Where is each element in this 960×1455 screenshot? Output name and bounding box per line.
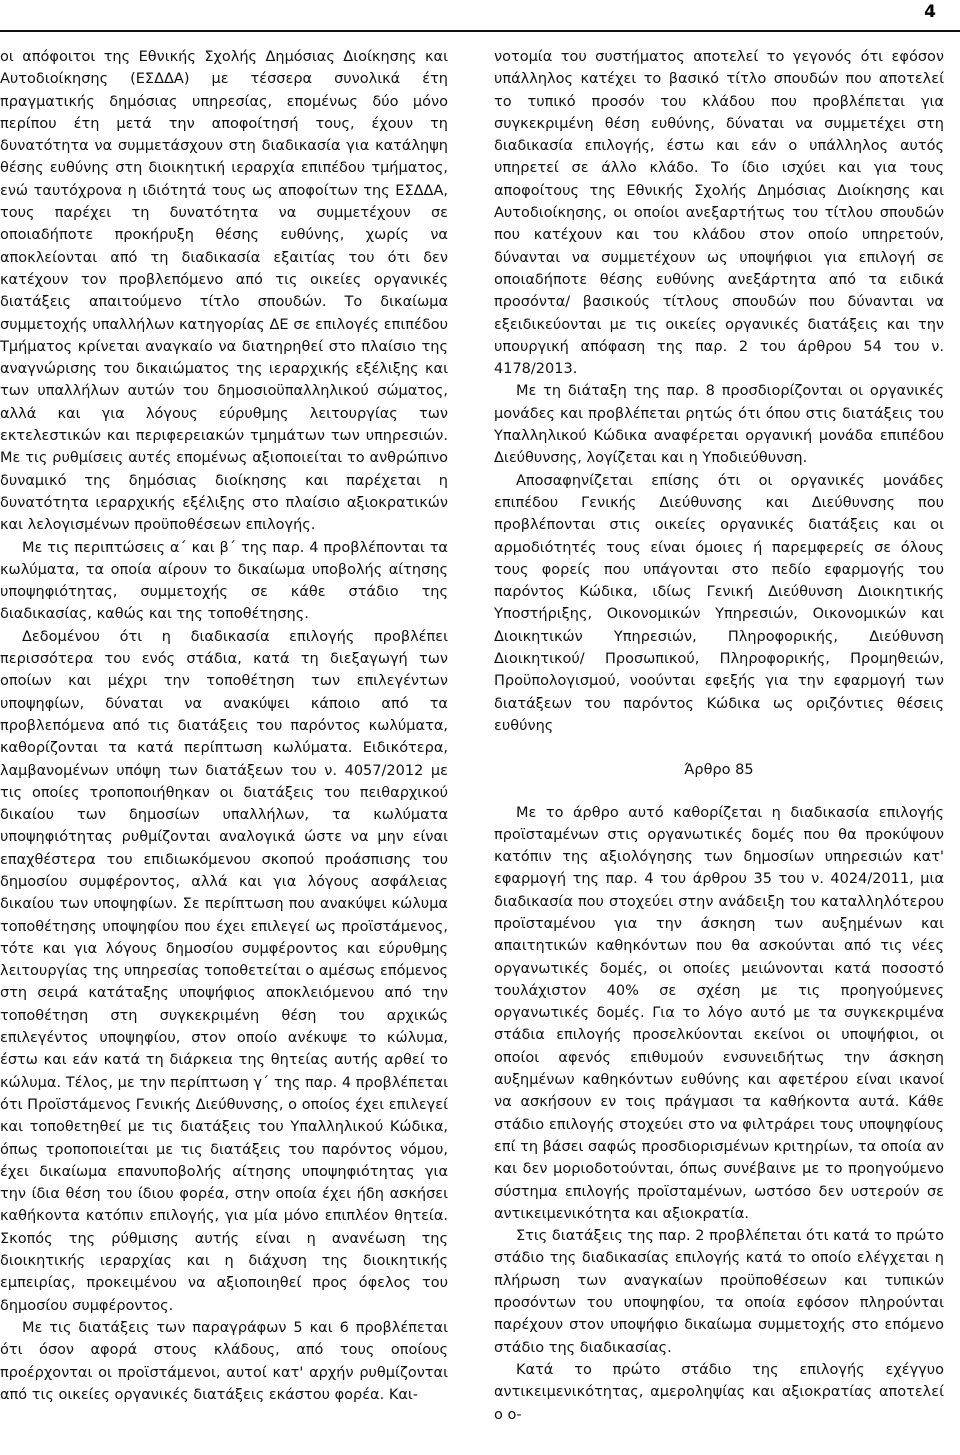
paragraph: Με το άρθρο αυτό καθορίζεται η διαδικασία επιλογής προϊσταμένων στις οργανωτικές δομές που θα προκύψουν κατόπιν της αξιολόγησης των δημοσίων υπηρεσιών κατ' εφαρμογή της παρ. 4 του άρθρου 35 του ν. 4024/2011, μια διαδικασία που στοχεύει στην ανάδειξη του καταλληλότερου προϊσταμένου για την άσκηση των αυξημένων και απαιτητικών καθηκόντων που θα ασκούνται από τις νέες οργανωτικές δομές, οι οποίες μειώνονται κατά ποσοστό τουλάχιστον 40% σε σχέση με τις προηγούμενες οργανωτικές δομές. Για το λόγο αυτό με τα συγκεκριμένα στάδια επιλογής προσελκύονται εκείνοι οι υποψήφιοι, οι οποίοι αφενός επιθυμούν ενσυνειδήτως την άσκηση αυξημένων καθηκόντων ευθύνης και αφετέρου είναι ικανοί να ασκήσουν εν τοις πράγμασι τα καθήκοντα αυτά. Κάθε στάδιο επιλογής στοχεύει στο να φιλτράρει τους υποψηφίους επί τη βάσει σαφώς προσδιορισμένων κριτηρίων, τα οποία αν και δεν μοριοδοτούνται, όπως συνέβαινε με το προηγούμενο σύστημα επιλογής προϊσταμένων, ωστόσο δεν υστερούν σε αντικειμενικότητα και αξιοκρατία. <box>494 804 944 1222</box>
paragraph: Αποσαφηνίζεται επίσης ότι οι οργανικές μονάδες επιπέδου Γενικής Διεύθυνσης και Διεύθυνσης που προβλέπονται στις οικείες οργανικές διατάξεις και οι αρμοδιότητές τους είναι όμοιες ή παρεμφερείς σε όλους τους φορείς που υπάγονται στο πεδίο εφαρμογής του παρόντος Κώδικα, ιδίως Γενική Διεύθυνση Διοικητικής Υποστήριξης, Οικονομικών Υπηρεσιών, Οικονομικών και Διοικητικών Υπηρεσιών, Πληροφορικής, Διεύθυνση Διοικητικού/ Προσωπικού, Πληροφορικής, Προμηθειών, Προϋπολογισμού, νοούνται εφεξής για την εφαρμογή των διατάξεων του παρόντος Κώδικα ως οριζόντιες θέσεις ευθύνης <box>494 472 944 734</box>
right-column <box>494 46 944 1455</box>
article-heading: Άρθρο 85 <box>684 762 754 779</box>
paragraph: Δεδομένου ότι η διαδικασία επιλογής προβλέπει περισσότερα του ενός στάδια, κατά τη διεξαγωγή των οποίων και μέχρι την τοποθέτηση των επιλεγέντων υποψηφίων, δύναται να ανακύψει κάποιο από τα προβλεπόμενα από τις διατάξεις του παρόντος κωλύματα, καθορίζονται τα κατά περίπτωση κωλύματα. Ειδικότερα, λαμβανομένων υπόψη των διατάξεων του ν. 4057/2012 με τις οποίες τροποποιήθηκαν οι διατάξεις του πειθαρχικού δικαίου των δημοσίων υπαλλήλων, τα κωλύματα υποψηφιότητας ρυθμίζονται αναλογικά ώστε να μην είναι επαχθέστερα του επιδιωκόμενου σκοπού προάσπισης του δημοσίου συμφέροντος, αλλά και για λόγους ασφάλειας δικαίου των υποψηφίων. Σε περίπτωση που ανακύψει κώλυμα τοποθέτησης υποψηφίου που έχει επιλεγεί ως προϊστάμενος, τότε και για λόγους δημοσίου συμφέροντος και εύρυθμης λειτουργίας της υπηρεσίας τοποθετείται ο αμέσως επόμενος στη σειρά κατάταξης υποψήφιος αποκλειόμενου από την τοποθέτηση στη συγκεκριμένη θέση του αρχικώς επιλεγέντος υποψηφίου, στον οποίο ανέκυψε το κώλυμα, έστω και εάν κατά τη διάρκεια της θητείας αυτής αρθεί το κώλυμα. Τέλος, με την περίπτωση γ΄ της παρ. 4 προβλέπεται ότι Προϊστάμενος Γενικής Διεύθυνσης, ο οποίος έχει επιλεγεί και τοποθετηθεί με τις διατάξεις του Υπαλληλικού Κώδικα, όπως τροποποιείται με τις διατάξεις του παρόντος νόμου, έχει δικαίωμα επανυποβολής αίτησης υποψηφιότητας για την ίδια θέση του ίδιου φορέα, στην οποία έχει ήδη ασκήσει καθήκοντα κατόπιν επιλογής, για μία μόνο επιπλέον θητεία. Σκοπός της ρύθμισης αυτής είναι η ανανέωση της διοικητικής ιεραρχίας και η διάχυση της διοικητικής εμπειρίας, προκειμένου να αξιοποιηθεί προς όφελος του δημοσίου συμφέροντος. <box>0 628 448 1314</box>
paragraph: Κατά το πρώτο στάδιο της επιλογής εχέγγυο αντικειμενικότητας, αμεροληψίας και αξιοκρατίας αποτελεί ο ο- <box>494 1361 944 1423</box>
paragraph: οι απόφοιτοι της Εθνικής Σχολής Δημόσιας Διοίκησης και Αυτοδιοίκησης (ΕΣΔΔΑ) με τέσσερα συνολικά έτη πραγματικής δημόσιας υπηρεσίας, επομένως δύο μόνο περίπου έτη μετά την αποφοίτησή τους, έχουν τη δυνατότητα να συμμετάσχουν στη διαδικασία για κατάληψη θέσης ευθύνης στη διοικητική ιεραρχία επιπέδου τμήματος, ενώ ταυτόχρονα η ιδιότητά τους ως αποφοίτων της ΕΣΔΔΑ, τους παρέχει τη δυνατότητα να συμμετέχουν σε οποιαδήποτε προκήρυξη θέσης ευθύνης, χωρίς να αποκλείονται από τη διαδικασία εξαιτίας του ότι δεν κατέχουν τον προβλεπόμενο από τις οικείες οργανικές διατάξεις απαιτούμενο τίτλο σπουδών. Το δικαίωμα συμμετοχής υπαλλήλων κατηγορίας ΔΕ σε επιλογές επιπέδου Τμήματος κρίνεται αναγκαίο να διατηρηθεί στο πλαίσιο της αναγνώρισης του δικαιώματος της ιεραρχικής εξέλιξης και των υπαλλήλων αυτών του δημοσιοϋπαλληλικού σώματος, αλλά και για λόγους εύρυθμης λειτουργίας των εκτελεστικών και περιφερειακών τμημάτων των υπηρεσιών. Με τις ρυθμίσεις αυτές επομένως αξιοποιείται το ανθρώπινο δυναμικό της δημόσιας διοίκησης και παρέχεται η δυνατότητα ιεραρχικής εξέλιξης στο πλαίσιο αξιοκρατικών και λελογισμένων προϋποθέσεων επιλογής. <box>0 49 448 534</box>
page-number: 4 <box>924 2 936 22</box>
paragraph: Με τη διάταξη της παρ. 8 προσδιορίζονται οι οργανικές μονάδες και προβλέπεται ρητώς ότι όπου στις διατάξεις του Υπαλληλικού Κώδικα αναφέρεται οργανική μονάδα επιπέδου Διεύθυνσης, λογίζεται και η Υποδιεύθυνση. <box>494 383 944 467</box>
paragraph: Στις διατάξεις της παρ. 2 προβλέπεται ότι κατά το πρώτο στάδιο της διαδικασίας επιλογής κατά το οποίο ελέγχεται η πλήρωση των αναγκαίων προϋποθέσεων και τυπικών προσόντων του υποψηφίου, τα οποία εφόσον πληρούνται παρέχουν στον υποψήφιο δικαίωμα συμμετοχής στο επόμενο στάδιο της διαδικασίας. <box>494 1228 944 1356</box>
paragraph: Με τις διατάξεις των παραγράφων 5 και 6 προβλέπεται ότι όσον αφορά στους κλάδους, από τους οποίους προέρχονται οι προϊστάμενοι, αυτοί κατ' αρχήν ρυθμίζονται από τις οικείες οργανικές διατάξεις εκάστου φορέα. Και- <box>0 1319 448 1403</box>
paragraph: Με τις περιπτώσεις α΄ και β΄ της παρ. 4 προβλέπονται τα κωλύματα, τα οποία αίρουν το δικαίωμα υποβολής αίτησης υποψηφιότητας, συμμετοχής σε κάθε στάδιο της διαδικασίας, καθώς και της τοποθέτησης. <box>0 539 448 623</box>
left-column <box>0 46 448 1455</box>
header-rule <box>0 30 960 32</box>
paragraph: νοτομία του συστήματος αποτελεί το γεγονός ότι εφόσον υπάλληλος κατέχει το βασικό τίτλο σπουδών που αποτελεί το τυπικό προσόν του κλάδου που προβλέπεται για συγκεκριμένη θέση ευθύνης, δύναται να συμμετέχει στη διαδικασία επιλογής, έστω και εάν ο υπάλληλος αυτός υπηρετεί σε άλλο κλάδο. Το ίδιο ισχύει και για τους αποφοίτους της Εθνικής Σχολής Δημόσιας Διοίκησης και Αυτοδιοίκησης, οι οποίοι ανεξαρτήτως του τίτλου σπουδών που κατέχουν και του κλάδου στον οποίο υπηρετούν, δύνανται να συμμετέχουν ως υποψήφιοι για επιλογή σε οποιαδήποτε θέσης ευθύνης ανεξάρτητα από τα ειδικά προσόντα/ βασικούς τίτλους σπουδών που δύνανται να εξειδικεύονται με τις οικείες οργανικές διατάξεις και την υπουργική απόφαση της παρ. 2 του άρθρου 54 του ν. 4178/2013. <box>494 49 944 378</box>
